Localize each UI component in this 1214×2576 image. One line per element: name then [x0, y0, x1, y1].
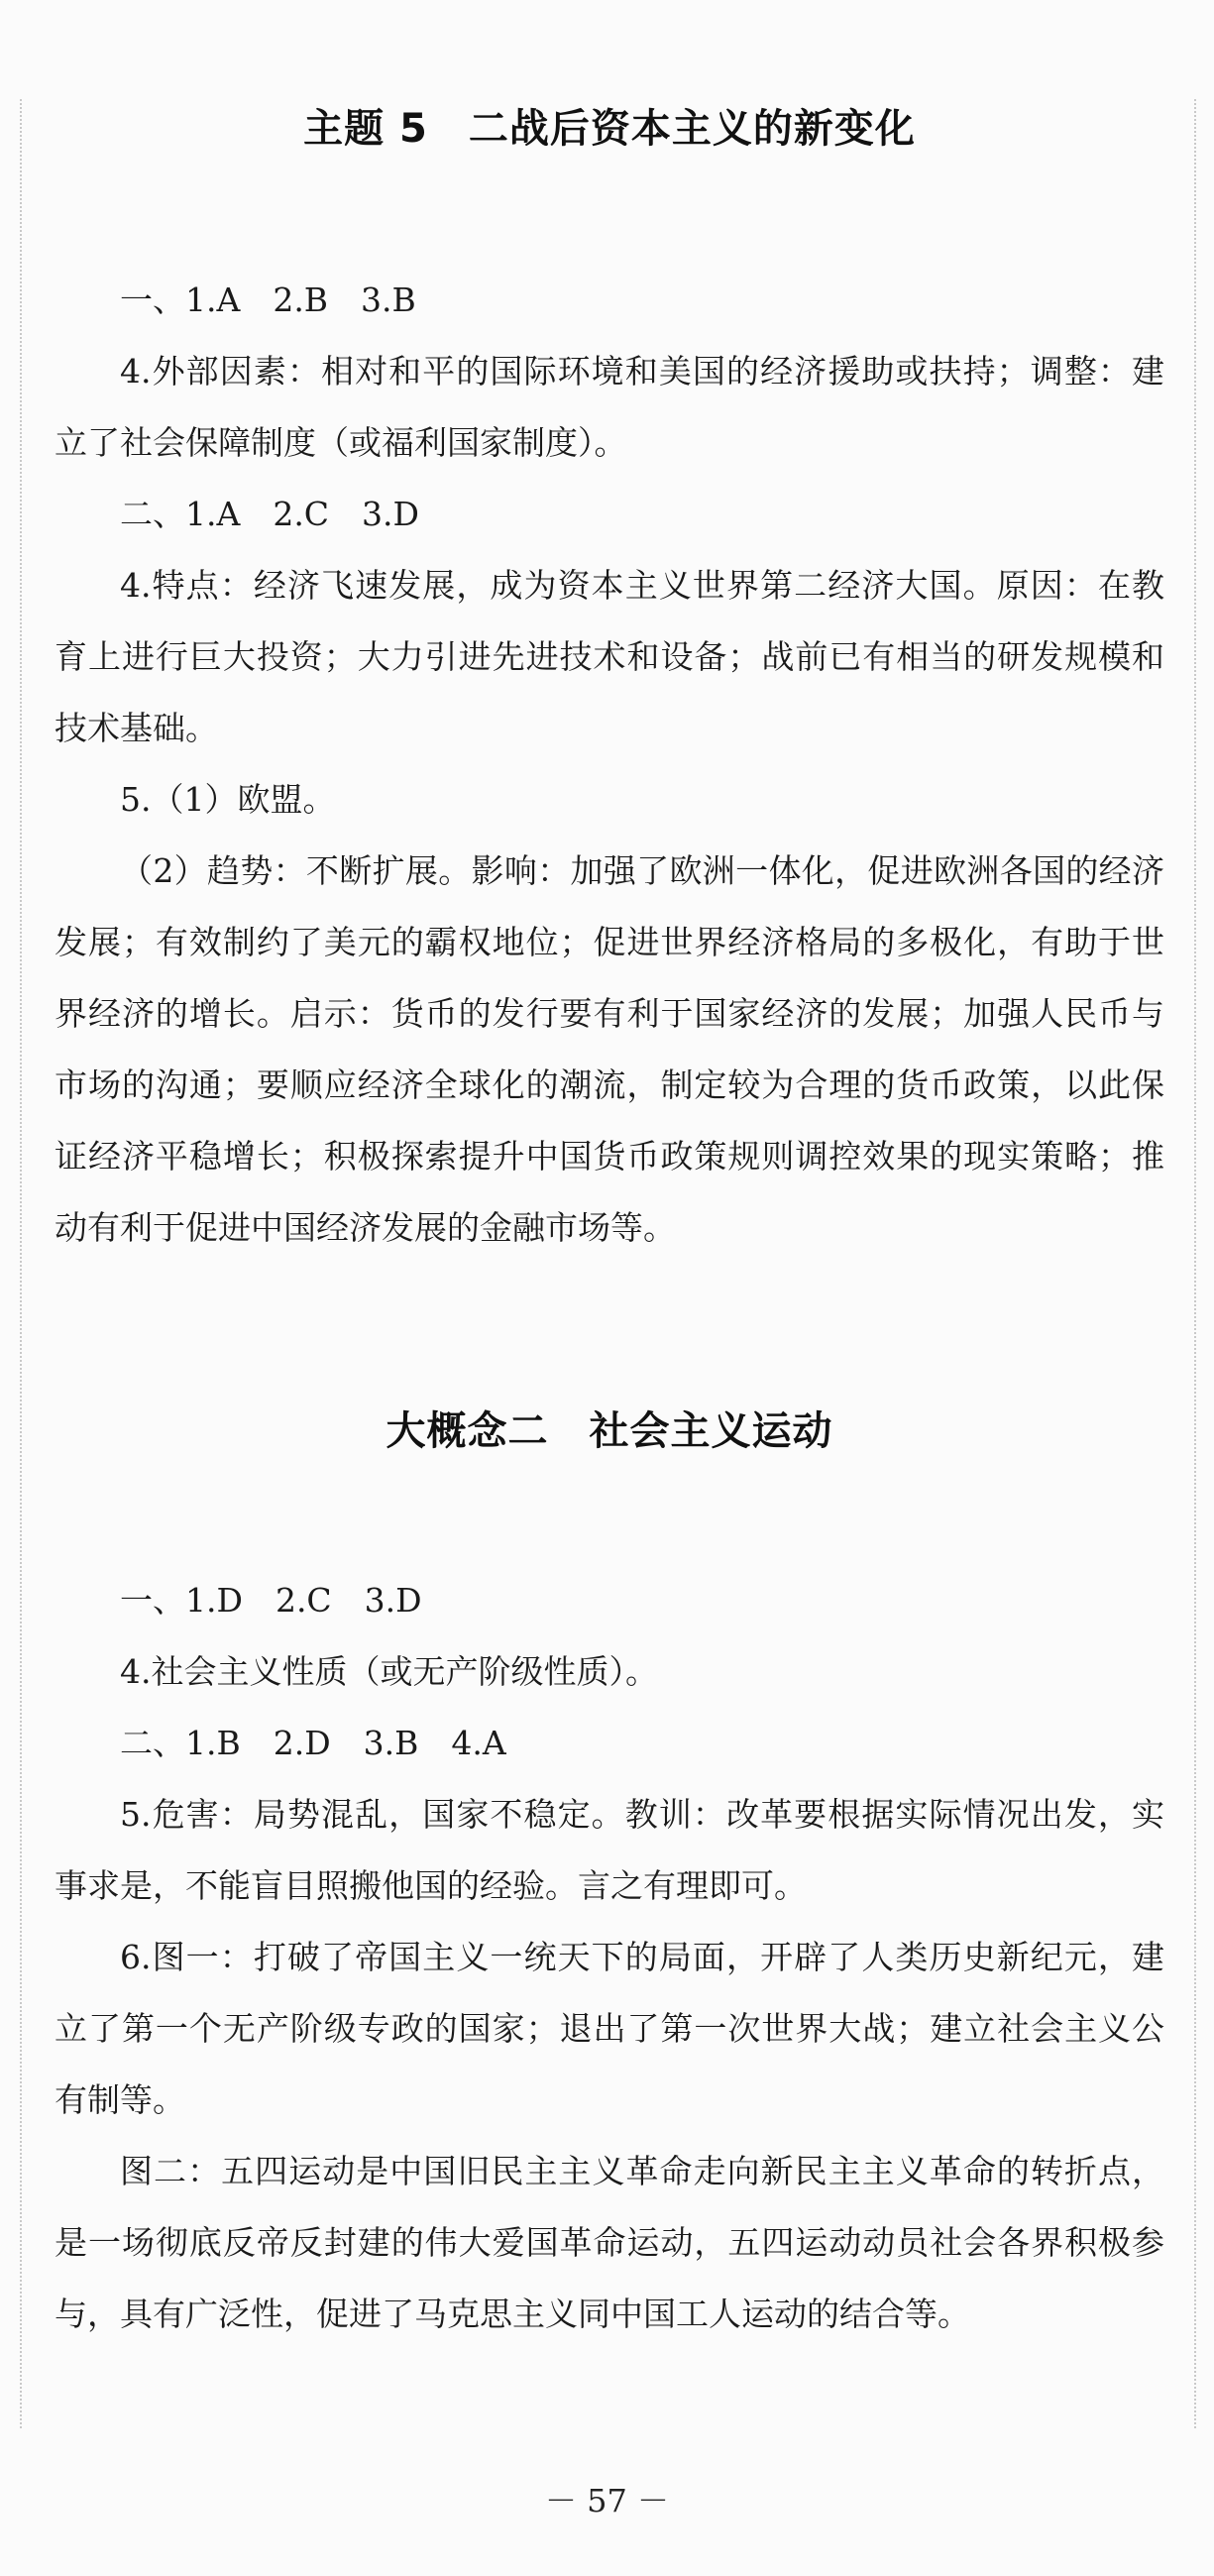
- answer-paragraph-5: 6.图一：打破了帝国主义一统天下的局面，开辟了人类历史新纪元，建立了第一个无产阶级专政的国家；退出了第一次世界大战；建立社会主义公有制等。: [55, 1938, 1164, 2119]
- answer-paragraph-4: 4.特点：经济飞速发展，成为资本主义世界第二经济大国。原因：在教育上进行巨大投资；大力引进先进技术和设备；战前已有相当的研发规模和技术基础。: [55, 566, 1164, 747]
- answer-line-3: 二、1.B 2.D 3.B 4.A: [120, 1724, 506, 1762]
- page-number: － 57 －: [544, 2482, 670, 2520]
- section-title: 大概念二 社会主义运动: [386, 1408, 833, 1454]
- answer-paragraph-6: 图二：五四运动是中国旧民主主义革命走向新民主主义革命的转折点，是一场彻底反帝反封建的伟大爱国革命运动，五四运动动员社会各界积极参与，具有广泛性，促进了马克思主义同中国工人运动的结合等。: [55, 2152, 1164, 2333]
- left-dotted-rule: [20, 99, 22, 2428]
- section-topic-5: [55, 97, 1164, 1264]
- answer-paragraph-4: 5.危害：局势混乱，国家不稳定。教训：改革要根据实际情况出发，实事求是，不能盲目照搬他国的经验。言之有理即可。: [55, 1795, 1164, 1905]
- right-dotted-rule: [1194, 99, 1196, 2428]
- section-title: 主题 5 二战后资本主义的新变化: [303, 106, 916, 152]
- answer-line-2: 4.社会主义性质（或无产阶级性质）。: [120, 1652, 658, 1691]
- section-big-concept-2: [55, 1400, 1164, 2350]
- answer-line-1: 一、1.A 2.B 3.B: [120, 280, 416, 319]
- answer-line-5: 5.（1）欧盟。: [120, 780, 336, 819]
- answer-line-1: 一、1.D 2.C 3.D: [120, 1581, 422, 1620]
- answer-line-3: 二、1.A 2.C 3.D: [120, 495, 419, 533]
- answer-paragraph-2: 4.外部因素：相对和平的国际环境和美国的经济援助或扶持；调整：建立了社会保障制度（或福利国家制度）。: [55, 352, 1164, 462]
- answer-paragraph-6: （2）趋势：不断扩展。影响：加强了欧洲一体化，促进欧洲各国的经济发展；有效制约了美元的霸权地位；促进世界经济格局的多极化，有助于世界经济的增长。启示：货币的发行要有利于国家经济的发展；加强人民币与市场的沟通；要顺应经济全球化的潮流，制定较为合理的货币政策，以此保证经济平稳增长；积极探索提升中国货币政策规则调控效果的现实策略；推动有利于促进中国经济发展的金融市场等。: [55, 851, 1164, 1247]
